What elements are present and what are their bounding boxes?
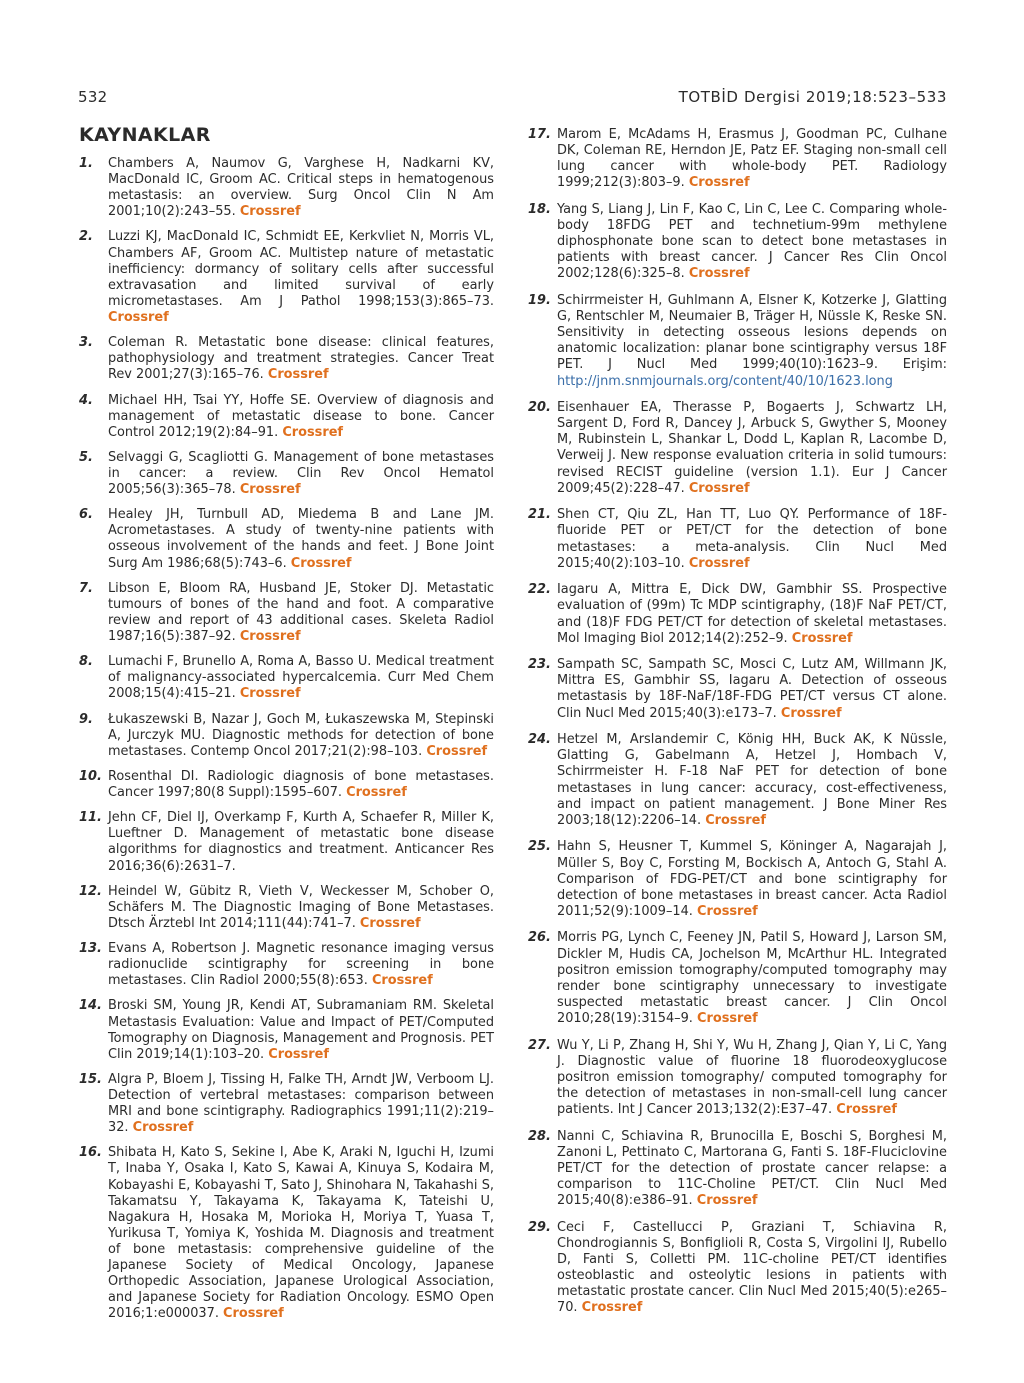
reference-item [528, 582, 947, 646]
reference-text: Morris PG, Lynch C, Feeney JN, Patil S, Howard J, Larson SM, Dickler M, Hudis CA, Jochelson M, McArthur HL. Integrated positron emission tomography/computed tomography may render bone scintigraphy unnecessary to investigate suspected metastatic breast cancer. J Clin Oncol 2010;28(19):3154–9. [557, 930, 947, 1026]
reference-text: Luzzi KJ, MacDonald IC, Schmidt EE, Kerkvliet N, Morris VL, Chambers AF, Groom AC. Multistep nature of metastatic inefficiency: dormancy of solitary cells after successful extravasation and limited survival of early micrometastases. Am J Pathol 1998;153(3):865–73. [108, 229, 494, 309]
reference-text: Chambers A, Naumov G, Varghese H, Nadkarni KV, MacDonald IC, Groom AC. Critical steps in hematogenous metastasis: an overview. Surg Oncol Clin N Am 2001;10(2):243–55. [108, 156, 494, 220]
reference-item [528, 127, 947, 191]
reference-url-link[interactable]: http://jnm.snmjournals.org/content/40/10/1623.long [557, 373, 893, 389]
crossref-link[interactable]: Crossref [426, 743, 488, 759]
reference-number: 21. [528, 507, 551, 523]
crossref-link[interactable]: Crossref [780, 705, 842, 721]
reference-item [79, 810, 494, 874]
crossref-link[interactable]: Crossref [688, 175, 750, 191]
reference-text: Shen CT, Qiu ZL, Han TT, Luo QY. Performance of 18F-fluoride PET or PET/CT for the detection of bone metastases: a meta-analysis. Clin Nucl Med 2015;40(2):103–10. [557, 507, 947, 571]
references-right-column [528, 127, 947, 1327]
reference-number: 13. [79, 941, 102, 957]
crossref-link[interactable]: Crossref [791, 630, 853, 646]
reference-text: Shibata H, Kato S, Sekine I, Abe K, Araki N, Iguchi H, Izumi T, Inaba Y, Osaka I, Kato S, Kawai A, Kinuya S, Kodaira M, Kobayashi E, Kobayashi T, Sato J, Shinohara N, Takahashi S, Takamatsu Y, Takayama K, Takayama K, Tateishi U, Nagakura H, Hosaka M, Morioka H, Moriya T, Yuasa T, Yurikusa T, Yomiya K, Yoshida M. Diagnosis and treatment of bone metastasis: comprehensive guideline of the Japanese Society of Medical Oncology, Japanese Orthopedic Association, Japanese Urological Association, and Japanese Society for Radiation Oncology. ESMO Open 2016;1:e000037. [108, 1145, 494, 1322]
reference-text: Michael HH, Tsai YY, Hoffe SE. Overview of diagnosis and management of metastatic disease to bone. Cancer Control 2012;19(2):84–91. [108, 392, 494, 440]
reference-text: Heindel W, Gübitz R, Vieth V, Weckesser M, Schober O, Schäfers M. The Diagnostic Imaging of Bone Metastases. Dtsch Ärztebl Int 2014;111(44):741–7. [108, 883, 494, 931]
reference-item [79, 1145, 494, 1322]
crossref-link[interactable]: Crossref [359, 915, 421, 931]
reference-text: Marom E, McAdams H, Erasmus J, Goodman PC, Culhane DK, Coleman RE, Herndon JE, Patz EF. Staging non-small cell lung cancer with whole-body PET. Radiology 1999;212(3):803–9. [557, 127, 947, 191]
reference-item [79, 229, 494, 326]
reference-text: Lumachi F, Brunello A, Roma A, Basso U. Medical treatment of malignancy-associated hypercalcemia. Curr Med Chem 2008;15(4):415–21. [108, 654, 494, 702]
reference-item [79, 581, 494, 645]
reference-number: 24. [528, 732, 551, 748]
reference-text: Coleman R. Metastatic bone disease: clinical features, pathophysiology and treatment strategies. Cancer Treat Rev 2001;27(3):165–76. [108, 335, 494, 383]
reference-item [79, 156, 494, 220]
crossref-link[interactable]: Crossref [268, 1046, 329, 1062]
reference-text: Iagaru A, Mittra E, Dick DW, Gambhir SS. Prospective evaluation of (99m) Tc MDP scintigraphy, (18)F NaF PET/CT, and (18)F FDG PET/CT for detection of skeletal metastases. Mol Imaging Biol 2012;14(2):252–9. [557, 582, 947, 646]
reference-number: 4. [79, 392, 93, 408]
reference-number: 9. [79, 711, 93, 727]
reference-text: Libson E, Bloom RA, Husband JE, Stoker DJ. Metastatic tumours of bones of the hand and foot. A comparative review and report of 43 additional cases. Skeleta Radiol 1987;16(5):387–92. [108, 580, 494, 644]
reference-item [79, 884, 494, 932]
reference-number: 2. [79, 229, 93, 245]
reference-number: 27. [528, 1037, 551, 1053]
reference-number: 18. [528, 201, 551, 217]
crossref-link[interactable]: Crossref [290, 555, 352, 571]
section-title: KAYNAKLAR [79, 124, 211, 146]
reference-number: 6. [79, 507, 93, 523]
reference-item [528, 839, 947, 919]
journal-citation: TOTBİD Dergisi 2019;18:523–533 [678, 88, 947, 106]
crossref-link[interactable]: Crossref [688, 555, 750, 571]
crossref-link[interactable]: Crossref [239, 482, 301, 498]
crossref-link[interactable]: Crossref [132, 1120, 194, 1136]
reference-number: 14. [79, 998, 102, 1014]
reference-item [528, 400, 947, 497]
reference-item [528, 732, 947, 829]
crossref-link[interactable]: Crossref [282, 424, 344, 440]
reference-text: Jehn CF, Diel IJ, Overkamp F, Kurth A, Schaefer R, Miller K, Lueftner D. Management of metastatic bone disease algorithms for diagnostics and treatment. Anticancer Res 2016;36(6):2631–7. [108, 810, 494, 874]
reference-number: 20. [528, 400, 551, 416]
reference-text: Yang S, Liang J, Lin F, Kao C, Lin C, Lee C. Comparing whole-body 18FDG PET and technetium-99m methylene diphosphonate bone scan to detect bone metastases in patients with breast cancer. J Cancer Res Clin Oncol 2002;128(6):325–8. [557, 201, 947, 282]
reference-number: 23. [528, 657, 551, 673]
reference-text: Ceci F, Castellucci P, Graziani T, Schiavina R, Chondrogiannis S, Bonfiglioli R, Costa S, Virgolini IJ, Rubello D, Fanti S, Colletti PM. 11C-choline PET/CT identifies osteoblastic and osteolytic lesions in patients with metastatic prostate cancer. Clin Nucl Med 2015;40(5):e265–70. [557, 1219, 947, 1316]
reference-text: Wu Y, Li P, Zhang H, Shi Y, Wu H, Zhang J, Qian Y, Li C, Yang J. Diagnostic value of fluorine 18 fluorodeoxyglucose positron emission tomography/ computed tomography for the detection of metastases in non-small-cell lung cancer patients. Int J Cancer 2013;132(2):E37–47. [557, 1037, 947, 1117]
reference-item [79, 1072, 494, 1136]
reference-number: 11. [79, 810, 102, 826]
reference-number: 16. [79, 1145, 102, 1161]
reference-number: 7. [79, 580, 93, 596]
crossref-link[interactable]: Crossref [239, 686, 301, 702]
reference-number: 26. [528, 930, 551, 946]
reference-item [528, 202, 947, 282]
reference-number: 12. [79, 883, 102, 899]
reference-item [528, 293, 947, 390]
reference-item [528, 657, 947, 721]
reference-text: Eisenhauer EA, Therasse P, Bogaerts J, Schwartz LH, Sargent D, Ford R, Dancey J, Arbuck S, Gwyther S, Mooney M, Rubinstein L, Shankar L, Dodd L, Kaplan R, Lacombe D, Verweij J. New response evaluation criteria in solid tumours: revised RECIST guideline (version 1.1). Eur J Cancer 2009;45(2):228–47. [557, 400, 947, 496]
reference-number: 19. [528, 293, 551, 309]
crossref-link[interactable]: Crossref [581, 1300, 643, 1316]
reference-text: Hetzel M, Arslandemir C, König HH, Buck AK, K Nüssle, Glatting G, Gabelmann A, Hetzel J, Hombach V, Schirrmeister H. F-18 NaF PET for detection of bone metastases in lung cancer: accuracy, cost-effectiveness, and impact on patient management. J Bone Miner Res 2003;18(12):2206–14. [557, 732, 947, 828]
reference-item [528, 1220, 947, 1317]
crossref-link[interactable]: Crossref [836, 1102, 897, 1117]
page-number: 532 [78, 88, 108, 106]
crossref-link[interactable]: Crossref [697, 1010, 758, 1026]
crossref-link[interactable]: Crossref [688, 480, 750, 496]
reference-number: 25. [528, 839, 551, 855]
crossref-link[interactable]: Crossref [239, 629, 301, 644]
reference-item [528, 1129, 947, 1209]
crossref-link[interactable]: Crossref [371, 973, 433, 989]
crossref-link[interactable]: Crossref [239, 204, 301, 220]
reference-number: 22. [528, 582, 551, 598]
references-left-column [79, 156, 494, 1332]
crossref-link[interactable]: Crossref [223, 1306, 284, 1322]
reference-item [528, 507, 947, 571]
reference-item [79, 335, 494, 383]
reference-text: Nanni C, Schiavina R, Brunocilla E, Boschi S, Borghesi M, Zanoni L, Pettinato C, Martorana G, Fanti S. 18F-Fluciclovine PET/CT for the detection of prostate cancer relapse: a comparison to 11C-Choline PET/CT. Clin Nucl Med 2015;40(8):e386–91. [557, 1128, 947, 1209]
reference-number: 29. [528, 1219, 551, 1235]
crossref-link[interactable]: Crossref [688, 266, 750, 282]
reference-number: 1. [79, 156, 93, 171]
reference-item [79, 450, 494, 498]
reference-text: Rosenthal DI. Radiologic diagnosis of bone metastases. Cancer 1997;80(8 Suppl):1595–607. [108, 768, 494, 801]
reference-item [79, 654, 494, 702]
reference-item [79, 769, 494, 801]
reference-text: Algra P, Bloem J, Tissing H, Falke TH, Arndt JW, Verboom LJ. Detection of vertebral metastases: comparison between MRI and bone scintigraphy. Radiographics 1991;11(2):219–32. [108, 1071, 494, 1136]
crossref-link[interactable]: Crossref [696, 1193, 758, 1209]
reference-text: Broski SM, Young JR, Kendi AT, Subramaniam RM. Skeletal Metastasis Evaluation: Value and Impact of PET/Computed Tomography on Diagnosis, Management and Prognosis. PET Clin 2019;14(1):103–20. [108, 998, 494, 1062]
reference-text: Selvaggi G, Scagliotti G. Management of bone metastases in cancer: a review. Clin Rev Oncol Hematol 2005;56(3):365–78. [108, 449, 494, 498]
reference-item [79, 712, 494, 760]
reference-number: 8. [79, 654, 93, 670]
crossref-link[interactable]: Crossref [705, 812, 766, 828]
reference-text: Schirrmeister H, Guhlmann A, Elsner K, Kotzerke J, Glatting G, Rentschler M, Neumaier B, Träger H, Nüssle K, Reske SN. Sensitivity in detecting osseous lesions depends on anatomic localization: planar bone scintigraphy versus 18F PET. J Nucl Med 1999;40(10):1623–9. Erişim: [557, 293, 947, 373]
reference-number: 28. [528, 1128, 551, 1144]
reference-number: 3. [79, 335, 93, 351]
reference-item [79, 941, 494, 989]
reference-item [528, 930, 947, 1027]
reference-text: Evans A, Robertson J. Magnetic resonance imaging versus radionuclide scintigraphy for screening in bone metastases. Clin Radiol 2000;55(8):653. [108, 941, 494, 989]
reference-item [79, 998, 494, 1062]
reference-item [79, 507, 494, 571]
reference-item [79, 393, 494, 441]
crossref-link[interactable]: Crossref [346, 785, 407, 801]
reference-text: Łukaszewski B, Nazar J, Goch M, Łukaszewska M, Stepinski A, Jurczyk MU. Diagnostic methods for detection of bone metastases. Contemp Oncol 2017;21(2):98–103. [108, 711, 494, 759]
reference-number: 5. [79, 449, 93, 465]
reference-text: Healey JH, Turnbull AD, Miedema B and Lane JM. Acrometastases. A study of twenty-nine patients with osseous involvement of the hands and feet. J Bone Joint Surg Am 1986;68(5):743–6. [108, 507, 494, 571]
reference-number: 15. [79, 1071, 102, 1087]
reference-number: 10. [79, 768, 102, 784]
reference-item [528, 1038, 947, 1118]
crossref-link[interactable]: Crossref [108, 309, 169, 325]
reference-number: 17. [528, 127, 551, 142]
crossref-link[interactable]: Crossref [267, 367, 329, 383]
reference-text: Hahn S, Heusner T, Kummel S, Köninger A, Nagarajah J, Müller S, Boy C, Forsting M, Bockisch A, Antoch G, Stahl A. Comparison of FDG-PET/CT and bone scintigraphy for detection of bone metastases in breast cancer. Acta Radiol 2011;52(9):1009–14. [557, 839, 947, 919]
crossref-link[interactable]: Crossref [697, 903, 758, 919]
reference-text: Sampath SC, Sampath SC, Mosci C, Lutz AM, Willmann JK, Mittra ES, Gambhir SS, Iagaru A. Detection of osseous metastasis by 18F-NaF/18F-FDG PET/CT versus CT alone. Clin Nucl Med 2015;40(3):e173–7. [557, 657, 947, 721]
